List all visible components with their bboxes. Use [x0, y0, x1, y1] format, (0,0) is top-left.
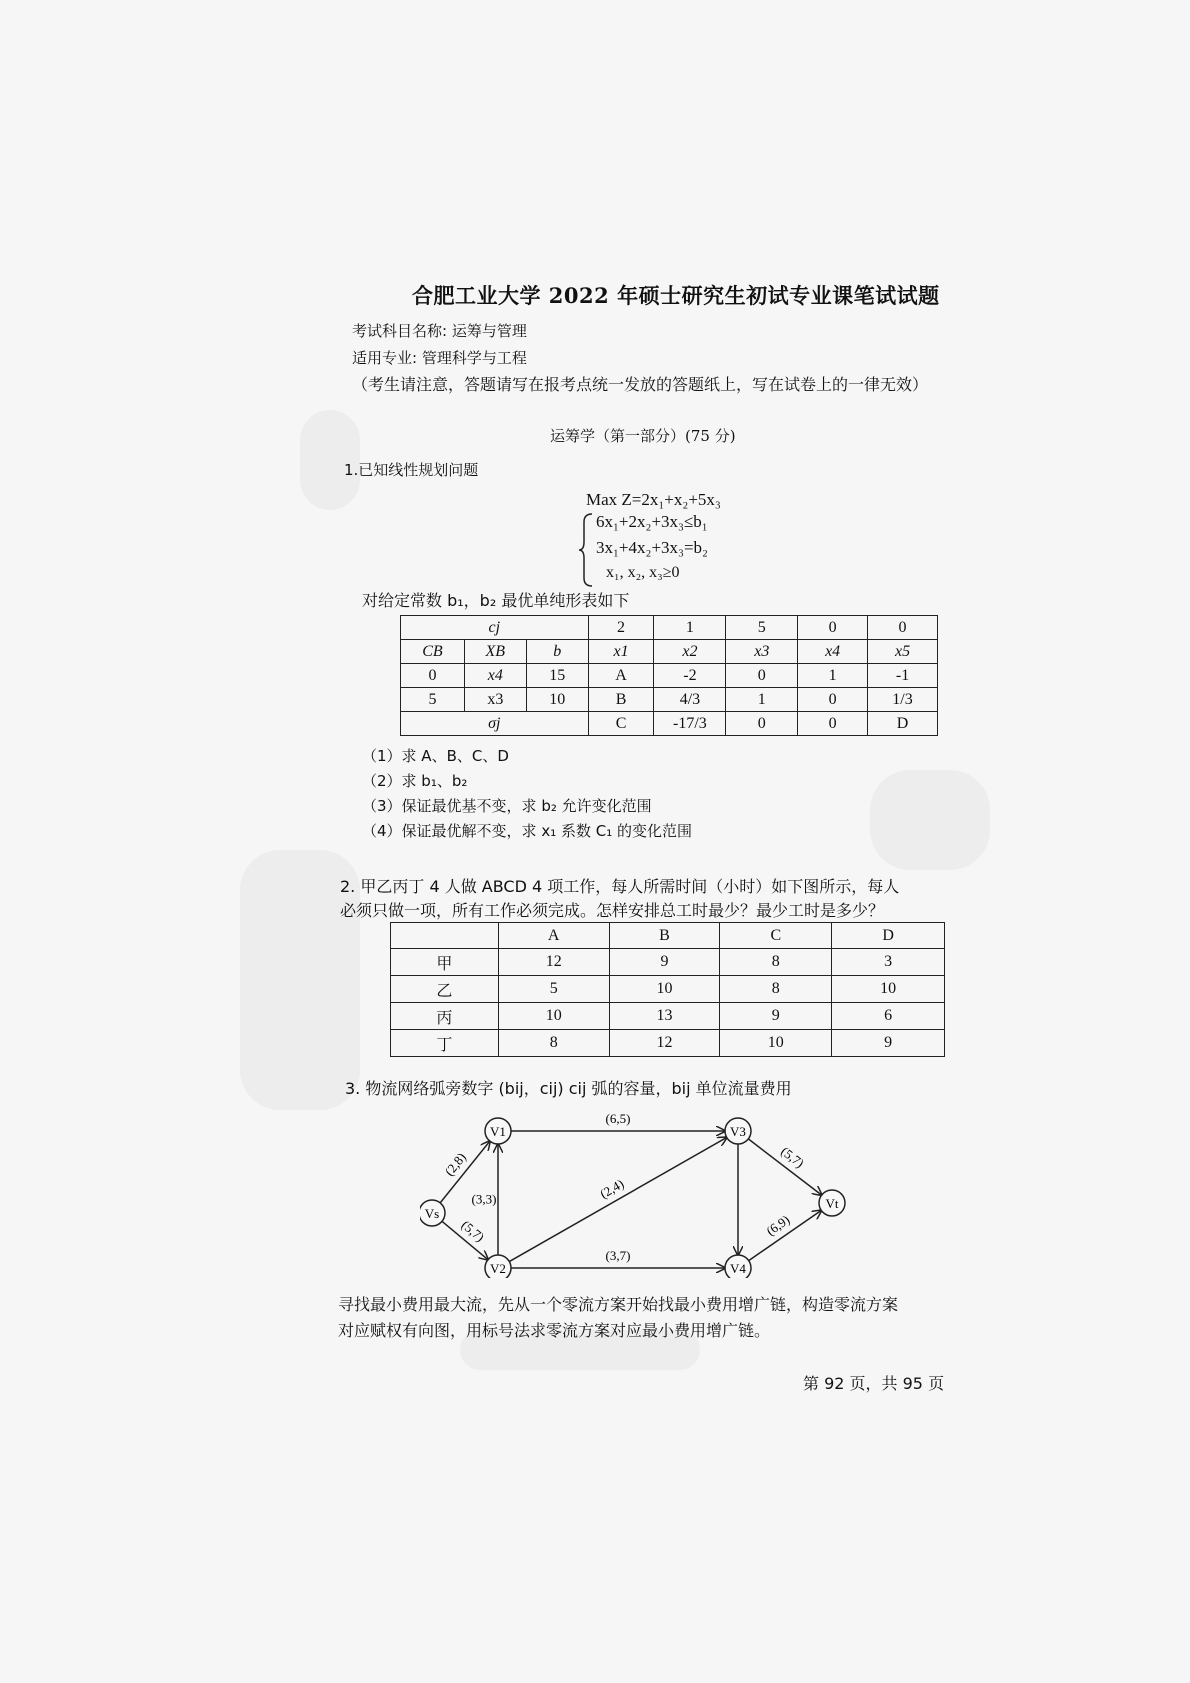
table-cell: 0: [726, 664, 798, 688]
table-header-cell: B: [609, 923, 720, 949]
assignment-table: [390, 922, 945, 1057]
q2-line-2: 必须只做一项，所有工作必须完成。怎样安排总工时最少？最少工时是多少？: [340, 901, 885, 920]
table-row: [391, 976, 945, 1003]
table-header-cell: b: [526, 640, 588, 664]
edge-label: (2,8): [441, 1149, 469, 1179]
table-cell: 5: [401, 688, 465, 712]
q1-sub-3: （3）保证最优基不变，求 b₂ 允许变化范围: [362, 797, 652, 815]
table-cell: 10: [498, 1003, 609, 1030]
table-cell: C: [588, 712, 654, 736]
table-row: [401, 664, 938, 688]
table-cell: 9: [609, 949, 720, 976]
section-title: 运筹学（第一部分）(75 分): [550, 427, 736, 445]
table-cell: 9: [720, 1003, 832, 1030]
table-header-cell: CB: [401, 640, 465, 664]
table-cell: D: [868, 712, 938, 736]
table-cell: 甲: [391, 949, 499, 976]
cj-value: 5: [726, 616, 798, 640]
table-cell: 0: [726, 712, 798, 736]
table-cell: B: [588, 688, 654, 712]
table-cell: 10: [609, 976, 720, 1003]
table-cell: 8: [720, 976, 832, 1003]
table-cell: 5: [498, 976, 609, 1003]
edge-label: (3,3): [471, 1191, 497, 1207]
table-cell: 4/3: [654, 688, 726, 712]
edge-label: (5,7): [458, 1217, 488, 1245]
edge-label: (5,7): [778, 1143, 808, 1171]
cj-value: 1: [654, 616, 726, 640]
table-cell: 1: [726, 688, 798, 712]
q1-table-intro: 对给定常数 b₁，b₂ 最优单纯形表如下: [362, 591, 630, 610]
table-header-cell: XB: [464, 640, 526, 664]
table-header-cell: x3: [726, 640, 798, 664]
q3-text-line-1: 寻找最小费用最大流，先从一个零流方案开始找最小费用增广链，构造零流方案: [338, 1295, 899, 1314]
table-cell: -17/3: [654, 712, 726, 736]
edge-label: (3,7): [605, 1248, 631, 1263]
notice-text: （考生请注意，答题请写在报考点统一发放的答题纸上，写在试卷上的一律无效）: [352, 375, 929, 394]
table-header-cell: x2: [654, 640, 726, 664]
q3-heading: 3. 物流网络弧旁数字 (bij，cij) cij 弧的容量，bij 单位流量费用: [345, 1079, 792, 1098]
table-cell: 3: [832, 949, 945, 976]
table-cell: 丁: [391, 1030, 499, 1057]
table-row: [391, 949, 945, 976]
table-cell: -2: [654, 664, 726, 688]
table-cell: 12: [609, 1030, 720, 1057]
table-header-cell: x4: [798, 640, 868, 664]
table-cell: 10: [832, 976, 945, 1003]
table-cell: 1/3: [868, 688, 938, 712]
cj-value: 0: [868, 616, 938, 640]
sigma-label: σj: [401, 712, 589, 736]
node-label: Vt: [825, 1196, 839, 1211]
table-cell: 0: [798, 712, 868, 736]
table-cell: 13: [609, 1003, 720, 1030]
table-header-cell: [391, 923, 499, 949]
table-cell: 丙: [391, 1003, 499, 1030]
table-header-cell: A: [498, 923, 609, 949]
brace-icon: [578, 512, 594, 588]
q2-line-1: 2. 甲乙丙丁 4 人做 ABCD 4 项工作，每人所需时间（小时）如下图所示，每人: [340, 877, 900, 896]
table-cell: -1: [868, 664, 938, 688]
cj-value: 2: [588, 616, 654, 640]
cj-value: 0: [798, 616, 868, 640]
q3-text-line-2: 对应赋权有向图，用标号法求零流方案对应最小费用增广链。: [338, 1321, 771, 1340]
simplex-table: [400, 615, 938, 736]
table-row: [391, 1030, 945, 1057]
page-number: 第 92 页，共 95 页: [803, 1374, 945, 1393]
table-cell: 10: [720, 1030, 832, 1057]
node-label: V3: [730, 1124, 746, 1139]
q1-sub-2: （2）求 b₁、b₂: [362, 772, 468, 790]
table-cell: 0: [798, 688, 868, 712]
table-cell: 1: [798, 664, 868, 688]
major-label: 适用专业: 管理科学与工程: [352, 349, 527, 367]
q1-constraint-2: 3x₁+4x₂+3x₃=b₂: [596, 538, 708, 557]
table-cell: 8: [720, 949, 832, 976]
sigma-row: [401, 712, 938, 736]
table-cell: 6: [832, 1003, 945, 1030]
table-row: [401, 688, 938, 712]
table-cell: 乙: [391, 976, 499, 1003]
edge-label: (6,9): [763, 1211, 793, 1239]
network-diagram: [420, 1108, 900, 1278]
table-header-cell: x5: [868, 640, 938, 664]
q1-objective: Max Z=2x₁+x₂+5x₃: [586, 490, 721, 509]
q1-heading: 1.已知线性规划问题: [344, 461, 479, 479]
table-row: [391, 1003, 945, 1030]
table-header-cell: D: [832, 923, 945, 949]
edge-v2-v3: [509, 1137, 726, 1261]
q1-sub-4: （4）保证最优解不变，求 x₁ 系数 C₁ 的变化范围: [362, 822, 692, 840]
table-header-cell: C: [720, 923, 832, 949]
table-cell: x4: [464, 664, 526, 688]
node-label: V4: [730, 1261, 746, 1276]
table-cell: 10: [526, 688, 588, 712]
table-cell: 12: [498, 949, 609, 976]
q1-constraint-1: 6x₁+2x₂+3x₃≤b₁: [596, 512, 708, 531]
table-cell: A: [588, 664, 654, 688]
cj-label: cj: [401, 616, 589, 640]
node-label: Vs: [424, 1206, 440, 1221]
watermark-shape: [870, 770, 990, 870]
table-cell: x3: [464, 688, 526, 712]
subject-label: 考试科目名称: 运筹与管理: [352, 322, 527, 340]
exam-title: 合肥工业大学 2022 年硕士研究生初试专业课笔试试题: [412, 283, 940, 308]
table-header-cell: x1: [588, 640, 654, 664]
q1-sub-1: （1）求 A、B、C、D: [362, 747, 509, 765]
node-label: V1: [490, 1124, 506, 1139]
table-cell: 8: [498, 1030, 609, 1057]
node-label: V2: [490, 1261, 506, 1276]
q1-constraint-3: x₁, x₂, x₃≥0: [606, 564, 680, 581]
table-cell: 0: [401, 664, 465, 688]
table-cell: 9: [832, 1030, 945, 1057]
edge-label: (2,4): [597, 1175, 627, 1202]
edge-label: (6,5): [605, 1111, 631, 1126]
table-cell: 15: [526, 664, 588, 688]
